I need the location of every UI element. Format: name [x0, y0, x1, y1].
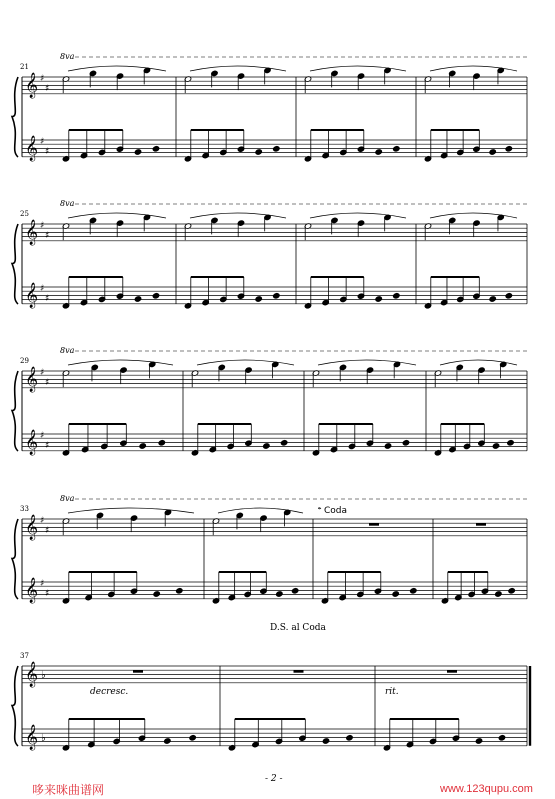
note-head	[280, 440, 287, 446]
sharp-icon: ♯	[40, 74, 45, 84]
treble-clef-icon: 𝄞	[25, 73, 39, 98]
sharp-icon: ♯	[40, 516, 45, 526]
ottava-marking: 8va	[60, 199, 75, 208]
sharp-icon: ♯	[45, 84, 50, 94]
measure-number: 21	[20, 63, 29, 71]
slur	[197, 360, 294, 365]
whole-rest	[476, 523, 486, 526]
slur	[68, 508, 194, 513]
sharp-icon: ♯	[40, 368, 45, 378]
note-head	[489, 149, 496, 155]
note-head	[152, 146, 159, 152]
note-head	[375, 296, 382, 302]
treble-clef-icon: 𝄞	[25, 662, 39, 687]
note-head	[153, 591, 160, 597]
note-head	[276, 591, 283, 597]
grand-staff-brace	[12, 224, 18, 304]
note-head	[263, 443, 270, 449]
sharp-icon: ♯	[40, 137, 45, 147]
note-head	[291, 588, 298, 594]
slur	[68, 360, 173, 365]
note-head	[393, 146, 400, 152]
note-head	[176, 588, 183, 594]
treble-clef-icon: 𝄞	[25, 220, 39, 245]
note-head	[384, 443, 391, 449]
sharp-icon: ♯	[45, 589, 50, 599]
slur	[68, 66, 166, 71]
rit-marking: rit.	[385, 687, 399, 697]
sharp-icon: ♯	[40, 431, 45, 441]
site-name[interactable]: 哆来咪曲谱网	[32, 783, 105, 797]
coda-marking: 𝄌 Coda	[318, 506, 347, 516]
decresc-marking: decresc.	[90, 687, 129, 697]
sharp-icon: ♯	[40, 284, 45, 294]
note-head	[164, 738, 171, 744]
measure-number: 37	[20, 652, 29, 660]
note-head	[498, 735, 505, 741]
slur	[318, 360, 416, 365]
note-head	[255, 296, 262, 302]
note-head	[507, 440, 514, 446]
ottava-marking: 8va	[60, 346, 75, 355]
treble-clef-icon: 𝄞	[25, 430, 39, 455]
note-head	[139, 443, 146, 449]
treble-clef-icon: 𝄞	[25, 283, 39, 308]
measure-number: 33	[20, 505, 29, 513]
note-head	[489, 296, 496, 302]
measure-number: 25	[20, 210, 29, 218]
flat-icon: ♭	[41, 670, 46, 681]
site-url[interactable]: www.123qupu.com	[440, 783, 533, 795]
note-head	[492, 443, 499, 449]
note-head	[393, 293, 400, 299]
treble-clef-icon: 𝄞	[25, 367, 39, 392]
note-head	[134, 149, 141, 155]
whole-rest	[369, 523, 379, 526]
whole-rest	[133, 670, 143, 673]
sharp-icon: ♯	[45, 378, 50, 388]
sharp-icon: ♯	[40, 579, 45, 589]
slur	[310, 213, 406, 218]
sharp-icon: ♯	[40, 221, 45, 231]
treble-clef-icon: 𝄞	[25, 136, 39, 161]
sharp-icon: ♯	[45, 147, 50, 157]
measure-number: 29	[20, 357, 29, 365]
ottava-marking: 8va	[60, 52, 75, 61]
slur	[190, 66, 286, 71]
note-head	[273, 146, 280, 152]
sharp-icon: ♯	[45, 441, 50, 451]
sharp-icon: ♯	[45, 526, 50, 536]
note-head	[273, 293, 280, 299]
treble-clef-icon: 𝄞	[25, 515, 39, 540]
note-head	[505, 293, 512, 299]
slur	[310, 66, 406, 71]
treble-clef-icon: 𝄞	[25, 725, 39, 750]
note-head	[158, 440, 165, 446]
note-head	[134, 296, 141, 302]
slur	[68, 213, 166, 218]
note-head	[410, 588, 417, 594]
grand-staff-brace	[12, 77, 18, 157]
note-head	[475, 738, 482, 744]
note-head	[505, 146, 512, 152]
sharp-icon: ♯	[45, 231, 50, 241]
note-head	[508, 588, 515, 594]
note-head	[392, 591, 399, 597]
page-number: - 2 -	[265, 774, 283, 784]
note-head	[189, 735, 196, 741]
ottava-marking: 8va	[60, 494, 75, 503]
note-head	[322, 738, 329, 744]
grand-staff-brace	[12, 519, 18, 599]
whole-rest	[294, 670, 304, 673]
sharp-icon: ♯	[45, 294, 50, 304]
ds-al-coda-marking: D.S. al Coda	[270, 623, 326, 633]
slur	[190, 213, 286, 218]
grand-staff-brace	[12, 666, 18, 746]
note-head	[346, 735, 353, 741]
note-head	[255, 149, 262, 155]
note-head	[152, 293, 159, 299]
note-head	[495, 591, 502, 597]
grand-staff-brace	[12, 371, 18, 451]
whole-rest	[447, 670, 457, 673]
flat-icon: ♭	[41, 733, 46, 744]
treble-clef-icon: 𝄞	[25, 578, 39, 603]
note-head	[375, 149, 382, 155]
note-head	[402, 440, 409, 446]
